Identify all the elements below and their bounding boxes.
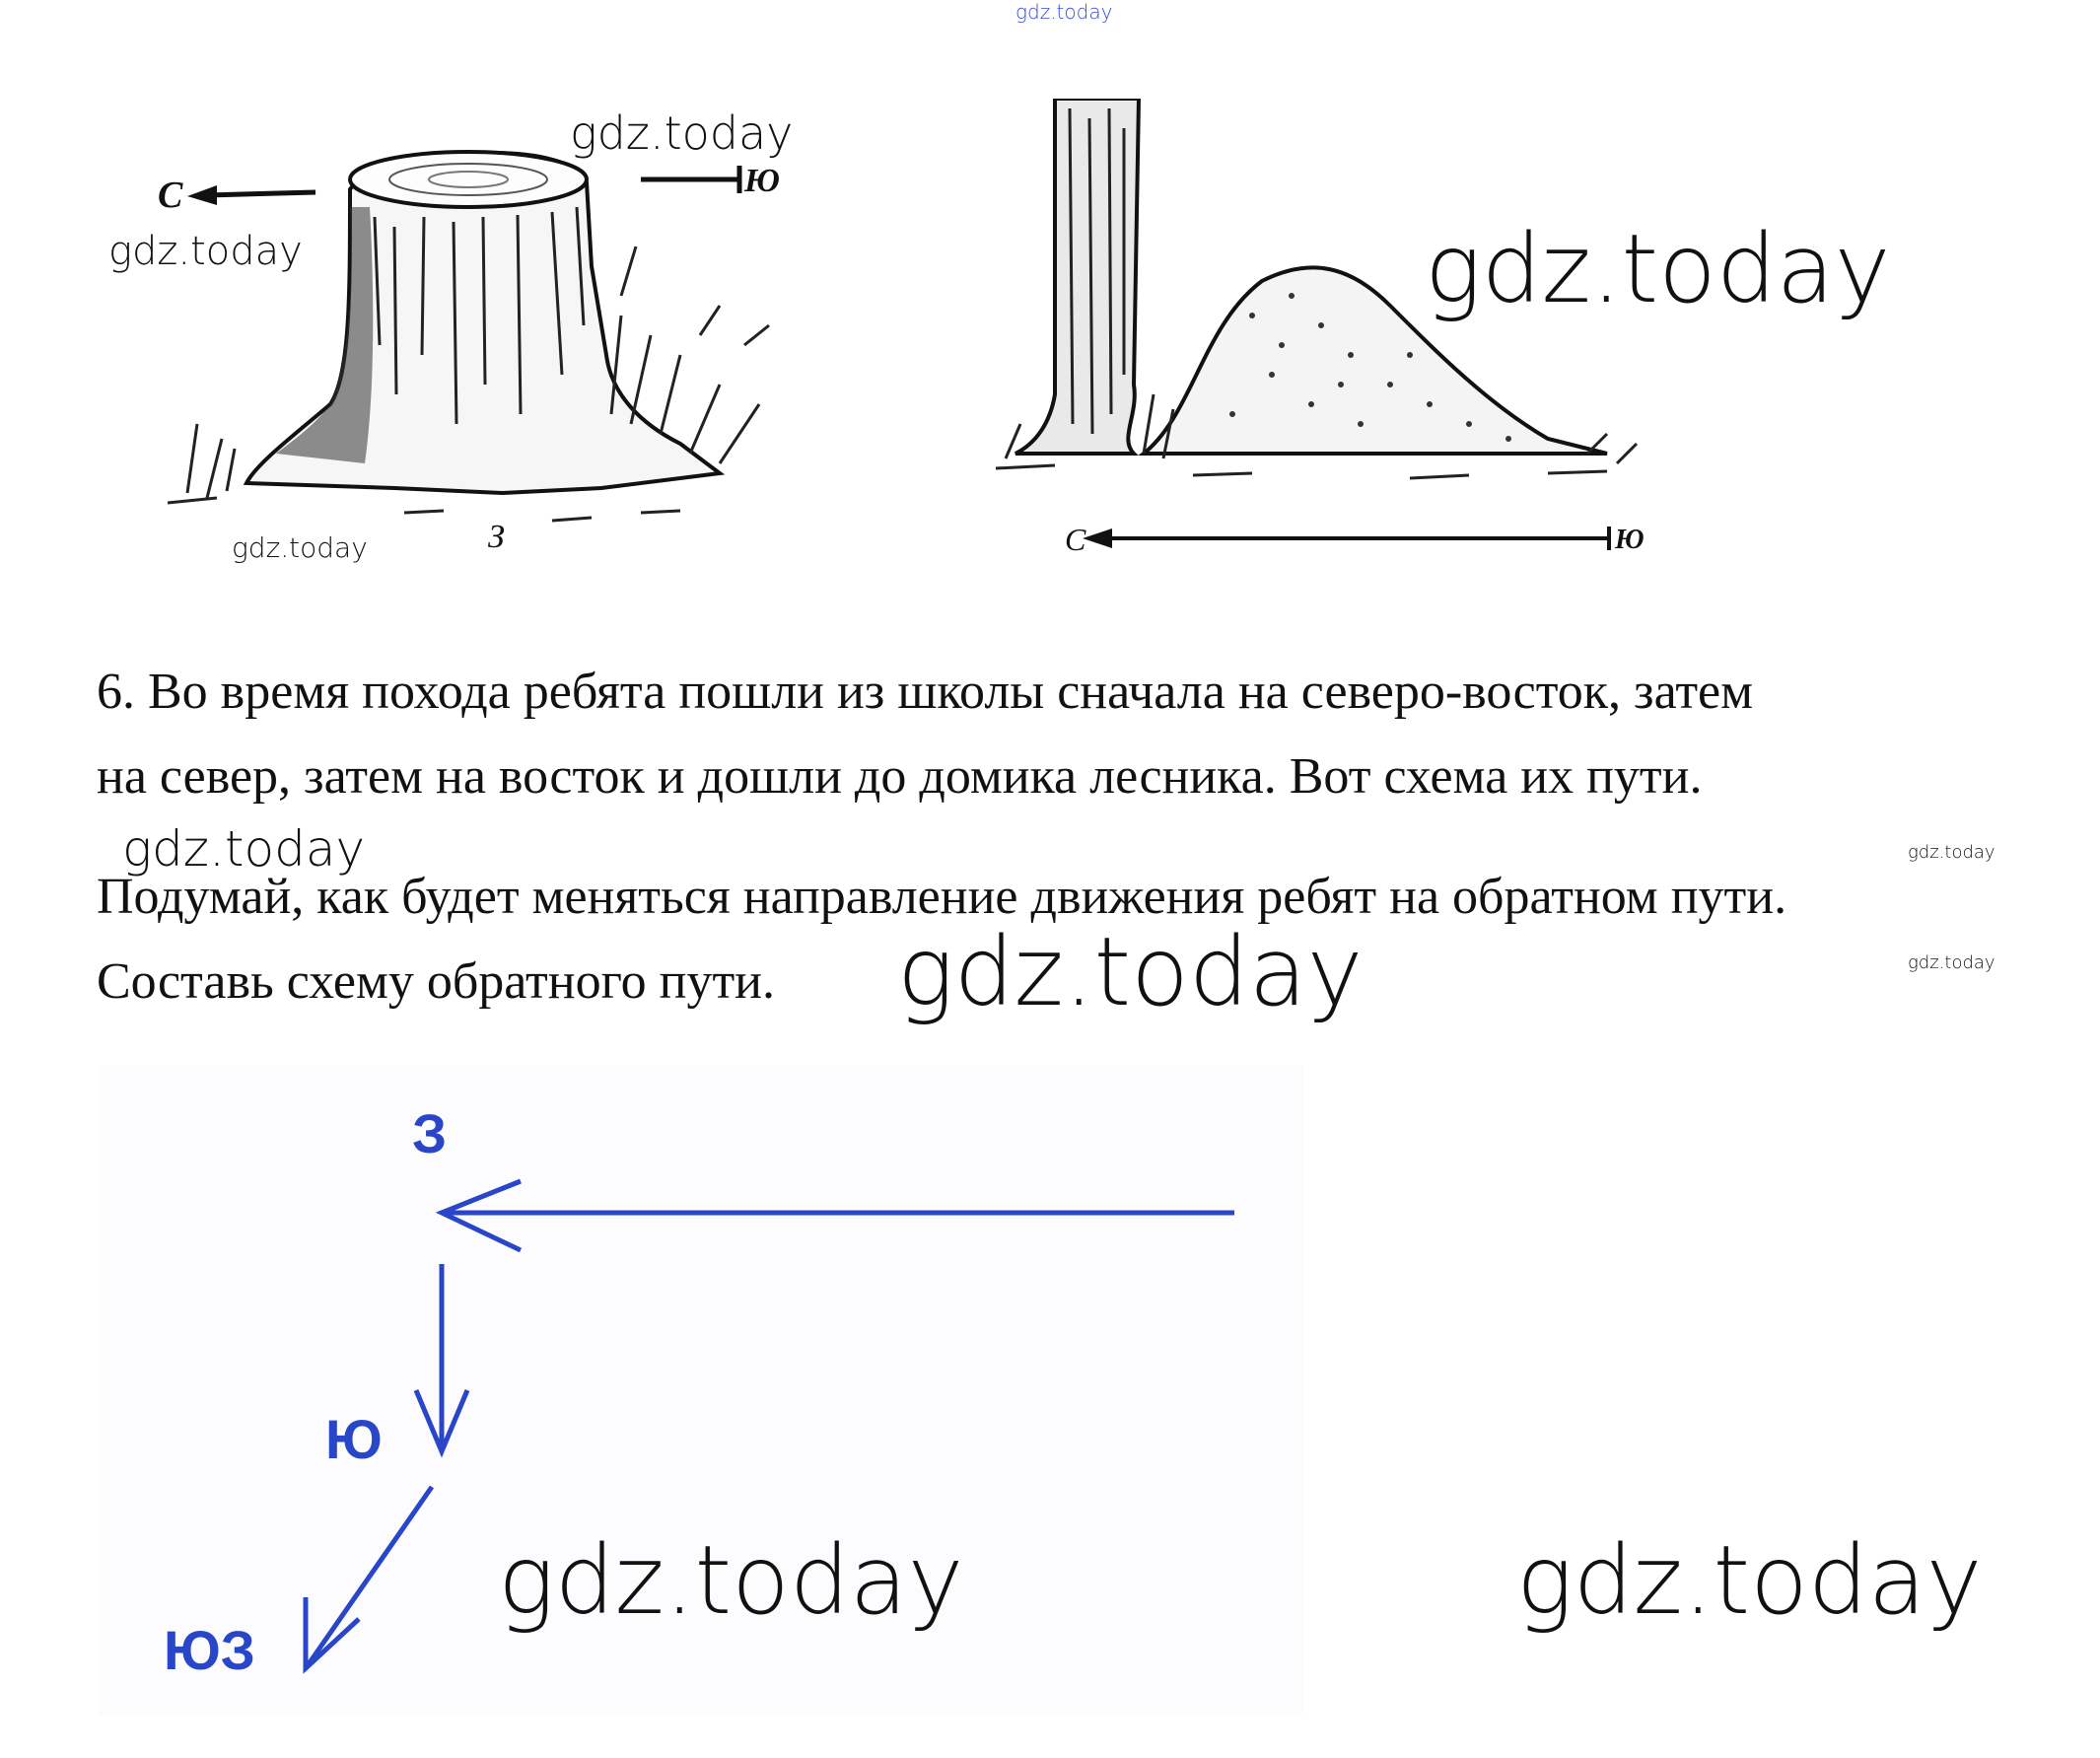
watermark-text-right-1: gdz.today [1908,842,1995,863]
watermark-bottom-center: gdz.today [498,1525,964,1636]
answer-west-label: З [412,1102,448,1164]
task-line-1: 6. Во время похода ребята пошли из школы сначала на северо-восток, затем [97,664,1754,720]
watermark-text-left: gdz.today [122,820,366,878]
watermark-top: gdz.today [1015,0,1113,24]
anthill-south-label: Ю [1615,525,1645,555]
anthill-north-label: С [1065,522,1086,557]
watermark-text-center: gdz.today [897,917,1364,1027]
watermark-stump-left: gdz.today [108,229,303,274]
answer-south-label: Ю [325,1408,383,1470]
task-line-4: Составь схему обратного пути. [97,953,776,1010]
watermark-text-right-2: gdz.today [1908,952,1995,973]
task-line-2: на север, затем на восток и дошли до домика лесника. Вот схема их пути. [97,748,1703,805]
task-line-3: Подумай, как будет меняться направление движения ребят на обратном пути. [97,869,1787,925]
anthill-illustration [996,99,1706,572]
stump-illustration [128,99,838,572]
stump-north-label: С [158,175,183,216]
watermark-anthill-right: gdz.today [1425,214,1891,324]
watermark-stump-bottom: gdz.today [232,531,368,564]
watermark-stump-top: gdz.today [570,106,794,160]
answer-southwest-label: ЮЗ [164,1619,255,1681]
watermark-bottom-right: gdz.today [1516,1525,1983,1636]
southwest-arrow [306,1487,432,1668]
stump-south-label: Ю [744,163,780,199]
stump-west-label: З [488,519,505,555]
